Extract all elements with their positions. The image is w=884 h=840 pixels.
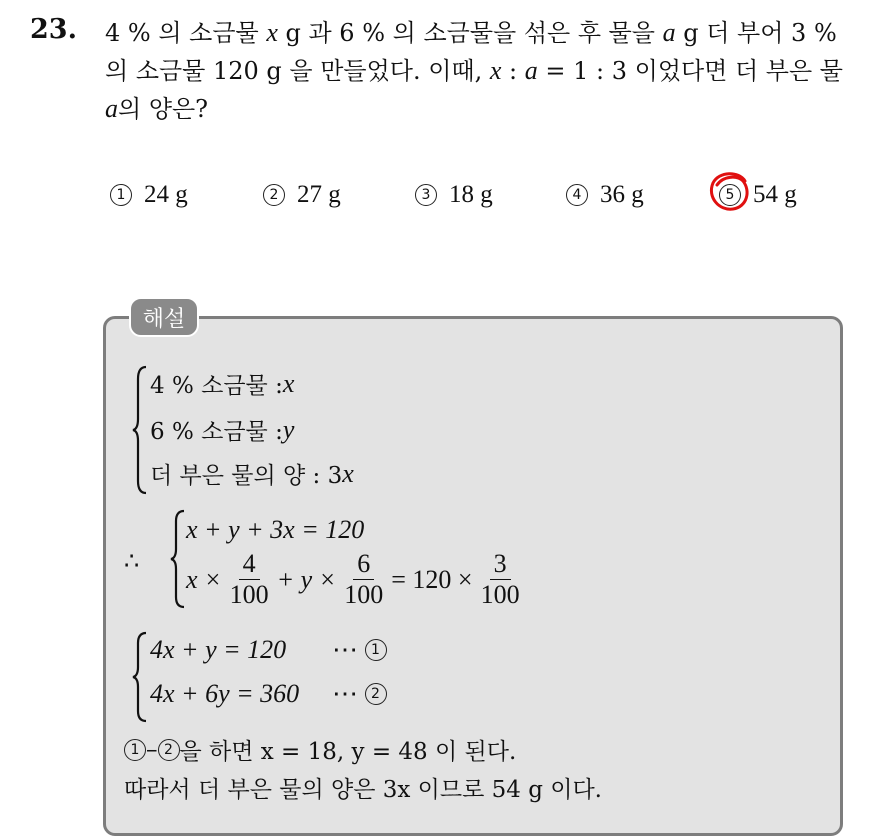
- system3-row-2: [150, 679, 299, 709]
- var-a: a: [524, 56, 538, 85]
- system1-row-2: [150, 413, 294, 446]
- system3-ref-1: [332, 635, 387, 665]
- question-text-span: :: [501, 57, 525, 85]
- var-a: a: [105, 94, 118, 123]
- circled-number: 2: [365, 683, 387, 705]
- solution-content: [106, 319, 840, 833]
- circled-number: 1: [365, 639, 387, 661]
- therefore-symbol: ∴: [124, 547, 140, 575]
- system1-row-3: [150, 457, 354, 490]
- solution-tab-label: 해설: [129, 297, 199, 337]
- equation-1: x + y + 3x = 120: [186, 515, 365, 544]
- circled-number: 1: [124, 739, 146, 761]
- fraction-numerator: 4: [239, 549, 260, 580]
- system-text: 6 % 소금물 :: [150, 419, 283, 445]
- choice-value: 54 g: [753, 181, 797, 208]
- fraction-numerator: 3: [490, 549, 511, 580]
- left-brace: [132, 631, 148, 723]
- fraction-denominator: 100: [229, 580, 269, 609]
- circled-number: 2: [158, 739, 180, 761]
- question-text-span: 의 소금물 120 g 을 만들었다. 이때,: [105, 57, 490, 85]
- system1-row-1: [150, 367, 294, 400]
- choice-number: 3: [415, 184, 437, 206]
- question-text-span: g 과 6 % 의 소금물을 섞은 후 물을: [277, 19, 663, 47]
- eq-term: x ×: [186, 564, 222, 594]
- choice-value: 36 g: [600, 181, 644, 208]
- question-line-2: [105, 52, 865, 90]
- question-text-span: g 더 부어 3 %: [675, 19, 837, 47]
- var-x: x: [342, 458, 354, 488]
- system3-row-1: [150, 635, 286, 665]
- var-x: x: [282, 368, 295, 398]
- eq-term: 4x + y = 120: [150, 635, 287, 664]
- question-text: [105, 14, 865, 128]
- fraction-numerator: 6: [353, 549, 374, 580]
- solution-panel: [103, 316, 843, 836]
- choice-4[interactable]: [566, 181, 644, 209]
- question-text-span: 4 % 의 소금물: [105, 19, 267, 47]
- left-brace: [132, 365, 148, 495]
- answer-choices: [0, 181, 884, 217]
- choice-number: 1: [110, 184, 132, 206]
- choice-value: 24 g: [144, 181, 188, 208]
- ellipsis: ⋯: [332, 635, 358, 664]
- question-line-3: [105, 90, 865, 128]
- dash: –: [146, 736, 158, 763]
- system-text: 더 부은 물의 양 : 3: [150, 463, 343, 489]
- question-number: 23.: [30, 14, 77, 45]
- choice-number: 4: [566, 184, 588, 206]
- choice-value: 27 g: [297, 181, 341, 208]
- eq-term: 4x + 6y = 360: [150, 679, 300, 708]
- ellipsis: ⋯: [332, 679, 358, 708]
- fraction-denominator: 100: [480, 580, 520, 609]
- choice-value: 18 g: [449, 181, 493, 208]
- eq-term: + y ×: [276, 564, 337, 594]
- var-y: y: [282, 414, 295, 444]
- var-a: a: [662, 18, 676, 47]
- var-x: x: [489, 56, 502, 85]
- var-x: x: [266, 18, 278, 47]
- system3-ref-2: [332, 679, 387, 709]
- question-text-span: 의 양은?: [118, 95, 209, 123]
- fraction-denominator: 100: [344, 580, 384, 609]
- equation-2: [186, 549, 528, 610]
- conclusion-line-2: [124, 771, 602, 804]
- fraction: [477, 549, 524, 610]
- left-brace: [170, 509, 186, 609]
- choice-3[interactable]: [415, 181, 493, 209]
- question-text-span: = 1 : 3 이었다면 더 부은 물: [537, 57, 843, 85]
- choice-number: 2: [263, 184, 285, 206]
- fraction: [226, 549, 273, 610]
- choice-1[interactable]: [110, 181, 188, 209]
- conclusion-text: 을 하면 x = 18, y = 48 이 된다.: [179, 739, 517, 765]
- fraction: [340, 549, 387, 610]
- system-text: 4 % 소금물 :: [150, 373, 283, 399]
- question-line-1: [105, 14, 865, 52]
- conclusion-line-1: [124, 733, 516, 766]
- choice-number: 5: [719, 184, 741, 206]
- eq-term: = 120 ×: [391, 564, 473, 594]
- conclusion-text: 따라서 더 부은 물의 양은 3x 이므로 54 g 이다.: [124, 777, 602, 803]
- choice-5[interactable]: [719, 181, 797, 209]
- choice-2[interactable]: [263, 181, 341, 209]
